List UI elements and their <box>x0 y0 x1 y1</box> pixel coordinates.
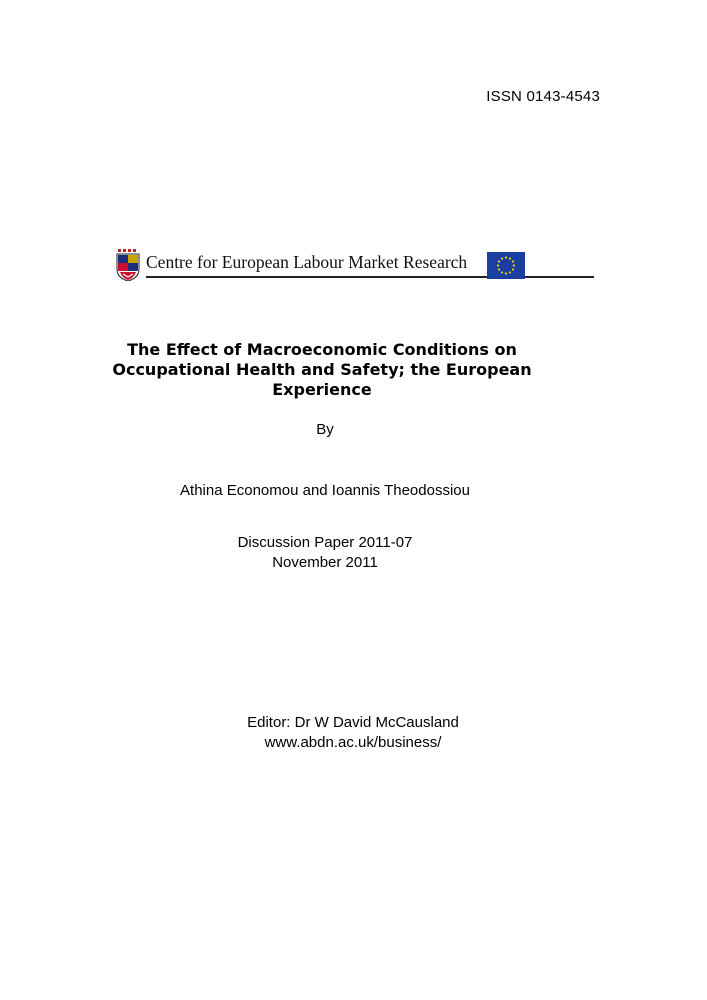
eu-flag-star <box>505 256 507 258</box>
eu-flag-star <box>501 271 503 273</box>
authors: Athina Economou and Ioannis Theodossiou <box>180 482 470 499</box>
centre-name: Centre for European Labour Market Research <box>146 252 468 272</box>
eu-flag-star <box>513 264 515 266</box>
eu-flag-icon <box>487 252 525 279</box>
eu-flag-star <box>497 264 499 266</box>
eu-flag-star <box>501 257 503 259</box>
title-line-2: Occupational Health and Safety; the European <box>112 360 532 379</box>
institution-banner <box>116 249 528 283</box>
university-crest-icon <box>116 249 140 281</box>
editor-name: Editor: Dr W David McCausland <box>247 714 459 731</box>
eu-flag-star <box>512 268 514 270</box>
eu-flag-star <box>509 257 511 259</box>
website-url: www.abdn.ac.uk/business/ <box>264 734 442 751</box>
issn-number: ISSN 0143-4543 <box>486 88 600 105</box>
title-line-3: Experience <box>272 380 372 399</box>
discussion-paper-number: Discussion Paper 2011-07 <box>237 534 413 551</box>
banner-underline <box>146 276 594 278</box>
title-line-1: The Effect of Macroeconomic Conditions on <box>127 340 517 359</box>
eu-flag-star <box>509 271 511 273</box>
eu-flag-star <box>512 260 514 262</box>
by-label: By <box>316 421 334 438</box>
eu-flag-star <box>498 268 500 270</box>
paper-title <box>107 340 537 400</box>
eu-flag-star <box>505 272 507 274</box>
publication-date: November 2011 <box>272 554 378 571</box>
eu-flag-star <box>498 260 500 262</box>
paper-series-block <box>107 533 543 573</box>
editor-block <box>107 713 599 753</box>
